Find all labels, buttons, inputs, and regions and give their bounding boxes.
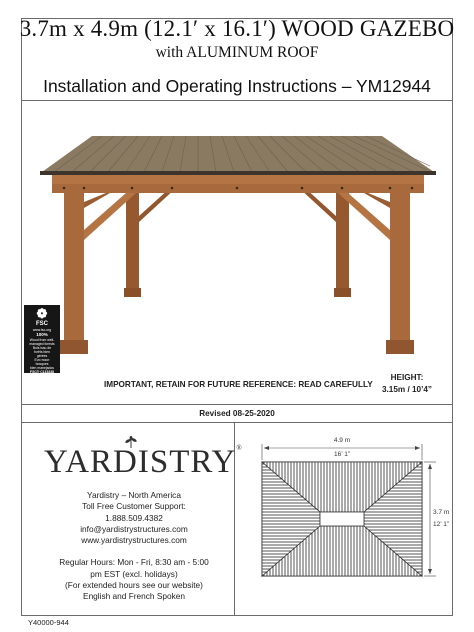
plan-depth-metric: 3.7 m [433,509,450,516]
back-left-post [126,184,139,294]
height-value: 3.15m / 10’4” [381,385,433,394]
fsc-site: www.fsc.org [32,328,52,332]
document-code: Y40000-944 [28,618,69,627]
aluminum-roof [42,136,434,172]
retain-notice: IMPORTANT, RETAIN FOR FUTURE REFERENCE: READ CAREFULLY [104,380,373,389]
fsc-text-line: bosques [35,362,49,366]
support-label: Toll Free Customer Support: [82,501,186,512]
front-right-base [386,340,414,354]
fsc-code: FSC® C133338 [30,370,54,374]
email-link[interactable]: info@yardistrystructures.com [80,523,188,534]
hours-line: (For extended hours see our website) [65,580,203,591]
divider-top [21,100,453,101]
manual-title: Installation and Operating Instructions – YM12944 [43,76,431,96]
front-right-post [390,193,410,343]
contact-block [44,490,224,603]
hours-line: pm EST (excl. holidays) [90,568,178,579]
fsc-text-line: Ενα ποιοτ [34,358,50,362]
divider-middle-2 [21,422,453,423]
height-label: HEIGHT: [390,373,424,382]
fsc-logo-text: FSC [36,321,48,327]
product-subtitle: with ALUMINUM ROOF [155,44,319,61]
fsc-tree-icon: ❁ [36,306,48,321]
height-spec [372,372,442,396]
hours-line: Regular Hours: Mon - Fri, 8:30 am - 5:00 [59,557,209,568]
plan-depth-imperial: 12’ 1” [433,521,450,528]
phone-number[interactable]: 1.888.509.4382 [105,512,163,523]
roof-plan-diagram [236,430,450,606]
fsc-text-line: managed forests [29,342,55,346]
divider-middle-1 [21,404,453,405]
website-link[interactable]: www.yardistrystructures.com [81,535,187,546]
gazebo-illustration [22,104,452,404]
fsc-text-line: gérées [36,354,48,358]
fascia-beam [52,175,424,184]
fsc-text-line: forêts bien [34,350,50,354]
roof-ridge [320,512,364,526]
plan-width-metric: 4.9 m [333,437,351,444]
fsc-text-line: bien manejados [30,366,54,370]
front-left-post [64,193,84,343]
languages: English and French Spoken [83,591,185,602]
plan-width-imperial: 16’ 1” [333,451,351,458]
fsc-text-line: Bois issu de [32,346,52,350]
revision-date: Revised 08-25-2020 [199,409,275,418]
product-title: 3.7m x 4.9m (12.1′ x 16.1′) WOOD GAZEBO [19,16,455,41]
company-name: Yardistry – North America [87,490,181,500]
yardistry-logo [44,436,243,482]
fsc-text-line: Wood from well- [29,338,55,342]
brand-name: YARDISTRY® [44,444,243,480]
front-left-base [60,340,88,354]
roof-edge [40,171,436,175]
fsc-label [24,305,60,373]
fsc-percent: 100% [36,332,48,337]
